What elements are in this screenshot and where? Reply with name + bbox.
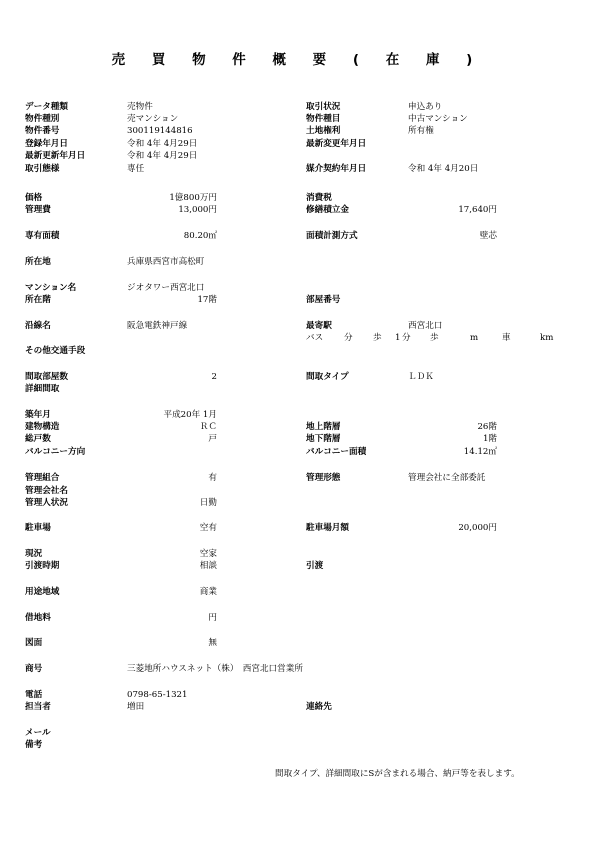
value-above-floors: 26階 bbox=[477, 422, 497, 432]
label-property-no: 物件番号 bbox=[25, 126, 60, 136]
value-land-right: 所有権 bbox=[408, 126, 434, 136]
label-parking: 駐車場 bbox=[25, 523, 51, 533]
value-data-type: 売物件 bbox=[127, 102, 153, 112]
label-layout-detail: 詳細間取 bbox=[25, 384, 60, 394]
value-mgmt-form: 管理会社に全部委託 bbox=[408, 473, 486, 483]
label-contract-date: 媒介契約年月日 bbox=[306, 164, 367, 174]
label-below-floors: 地下階層 bbox=[306, 434, 341, 444]
label-balcony-dir: バルコニー方向 bbox=[25, 447, 86, 457]
label-layout-type: 間取タイプ bbox=[306, 372, 349, 382]
label-bus: バス bbox=[306, 333, 324, 343]
label-property-class: 物件種別 bbox=[25, 114, 60, 124]
label-contact: 連絡先 bbox=[306, 702, 332, 712]
label-balcony-area: バルコニー面積 bbox=[306, 447, 367, 457]
label-built: 築年月 bbox=[25, 410, 51, 420]
label-walk-min: 分 bbox=[402, 333, 411, 343]
value-price: 1億800万円 bbox=[169, 193, 217, 203]
label-km: km bbox=[540, 333, 554, 343]
label-meter: m bbox=[470, 333, 479, 343]
value-line: 阪急電鉄神戸線 bbox=[127, 321, 188, 331]
value-drawing: 無 bbox=[208, 638, 217, 648]
label-tax: 消費税 bbox=[306, 193, 332, 203]
value-registered: 令和 4年 4月29日 bbox=[127, 139, 198, 149]
value-station: 西宮北口 bbox=[408, 321, 443, 331]
value-location: 兵庫県西宮市高松町 bbox=[127, 257, 205, 267]
label-other-transport: その他交通手段 bbox=[25, 346, 86, 356]
value-balcony-area: 14.12㎡ bbox=[463, 447, 497, 457]
value-manager-status: 日勤 bbox=[199, 498, 217, 508]
label-mail: メール bbox=[25, 728, 51, 738]
label-car: 車 bbox=[502, 333, 511, 343]
value-property-item: 中古マンション bbox=[408, 114, 468, 124]
label-zoning: 用途地域 bbox=[25, 587, 60, 597]
value-property-no: 300119144816 bbox=[127, 126, 193, 136]
label-walk2: 歩 bbox=[430, 333, 439, 343]
label-area-method: 面積計測方式 bbox=[306, 231, 358, 241]
label-updated: 最新更新年月日 bbox=[25, 151, 86, 161]
footnote: 間取タイプ、詳細間取にSが含まれる場合、納戸等を表します。 bbox=[275, 769, 520, 779]
value-property-class: 売マンション bbox=[127, 114, 179, 124]
value-below-floors: 1階 bbox=[482, 434, 497, 444]
value-mansion: ジオタワー西宮北口 bbox=[127, 283, 205, 293]
value-person: 増田 bbox=[127, 702, 145, 712]
value-layout-type: ＬＤＫ bbox=[408, 372, 434, 382]
label-phone: 電話 bbox=[25, 690, 43, 700]
label-handover: 引渡 bbox=[306, 561, 324, 571]
value-current: 空家 bbox=[199, 549, 217, 559]
value-built: 平成20年 1月 bbox=[163, 410, 217, 420]
value-handover-time: 相談 bbox=[199, 561, 217, 571]
value-trade-status: 申込あり bbox=[408, 102, 443, 112]
label-room-no: 部屋番号 bbox=[306, 295, 341, 305]
value-land-rent-unit: 円 bbox=[208, 613, 217, 623]
label-manager-status: 管理人状況 bbox=[25, 498, 68, 508]
label-area: 専有面積 bbox=[25, 231, 60, 241]
label-bus-min: 分 bbox=[344, 333, 353, 343]
label-data-type: データ種類 bbox=[25, 102, 68, 112]
label-rooms: 間取部屋数 bbox=[25, 372, 68, 382]
label-above-floors: 地上階層 bbox=[306, 422, 341, 432]
label-mgmt-form: 管理形態 bbox=[306, 473, 341, 483]
label-trade-name: 商号 bbox=[25, 664, 43, 674]
value-mgmt-fee: 13,000円 bbox=[178, 205, 217, 215]
label-land-right: 土地権利 bbox=[306, 126, 341, 136]
value-rooms: 2 bbox=[211, 372, 217, 382]
label-walk: 歩 bbox=[373, 333, 382, 343]
value-trade-name: 三菱地所ハウスネット（株） 西宮北口営業所 bbox=[127, 664, 303, 674]
label-floor: 所在階 bbox=[25, 295, 51, 305]
label-person: 担当者 bbox=[25, 702, 51, 712]
label-land-rent: 借地料 bbox=[25, 613, 51, 623]
label-structure: 建物構造 bbox=[25, 422, 60, 432]
value-mgmt-union: 有 bbox=[208, 473, 217, 483]
value-repair-fund: 17,640円 bbox=[458, 205, 497, 215]
value-updated: 令和 4年 4月29日 bbox=[127, 151, 198, 161]
label-mgmt-company: 管理会社名 bbox=[25, 486, 68, 496]
value-structure: ＲＣ bbox=[199, 422, 217, 432]
label-parking-fee: 駐車場月額 bbox=[306, 523, 349, 533]
label-mgmt-fee: 管理費 bbox=[25, 205, 51, 215]
label-change-date: 最新変更年月日 bbox=[306, 139, 367, 149]
label-handover-time: 引渡時期 bbox=[25, 561, 60, 571]
label-units: 総戸数 bbox=[25, 434, 51, 444]
label-line: 沿線名 bbox=[25, 321, 51, 331]
value-area-method: 壁芯 bbox=[479, 231, 497, 241]
label-registered: 登録年月日 bbox=[25, 139, 68, 149]
value-units-unit: 戸 bbox=[208, 434, 217, 444]
label-price: 価格 bbox=[25, 193, 43, 203]
value-parking-fee: 20,000円 bbox=[458, 523, 497, 533]
label-drawing: 図面 bbox=[25, 638, 43, 648]
label-property-item: 物件種目 bbox=[306, 114, 341, 124]
label-transaction: 取引態様 bbox=[25, 164, 60, 174]
value-contract-date: 令和 4年 4月20日 bbox=[408, 164, 479, 174]
value-floor: 17階 bbox=[197, 295, 217, 305]
label-mgmt-union: 管理組合 bbox=[25, 473, 60, 483]
label-station: 最寄駅 bbox=[306, 321, 332, 331]
label-trade-status: 取引状況 bbox=[306, 102, 341, 112]
label-mansion: マンション名 bbox=[25, 283, 77, 293]
value-parking: 空有 bbox=[199, 523, 217, 533]
value-zoning: 商業 bbox=[199, 587, 217, 597]
value-transaction: 専任 bbox=[127, 164, 145, 174]
value-phone: 0798-65-1321 bbox=[127, 690, 188, 700]
value-area: 80.20㎡ bbox=[183, 231, 217, 241]
label-remarks: 備考 bbox=[25, 740, 43, 750]
label-current: 現況 bbox=[25, 549, 43, 559]
label-location: 所在地 bbox=[25, 257, 51, 267]
value-walk-min: 1 bbox=[395, 333, 401, 343]
label-repair-fund: 修繕積立金 bbox=[306, 205, 349, 215]
page-title: 売 買 物 件 概 要 ( 在 庫 ) bbox=[111, 52, 484, 68]
